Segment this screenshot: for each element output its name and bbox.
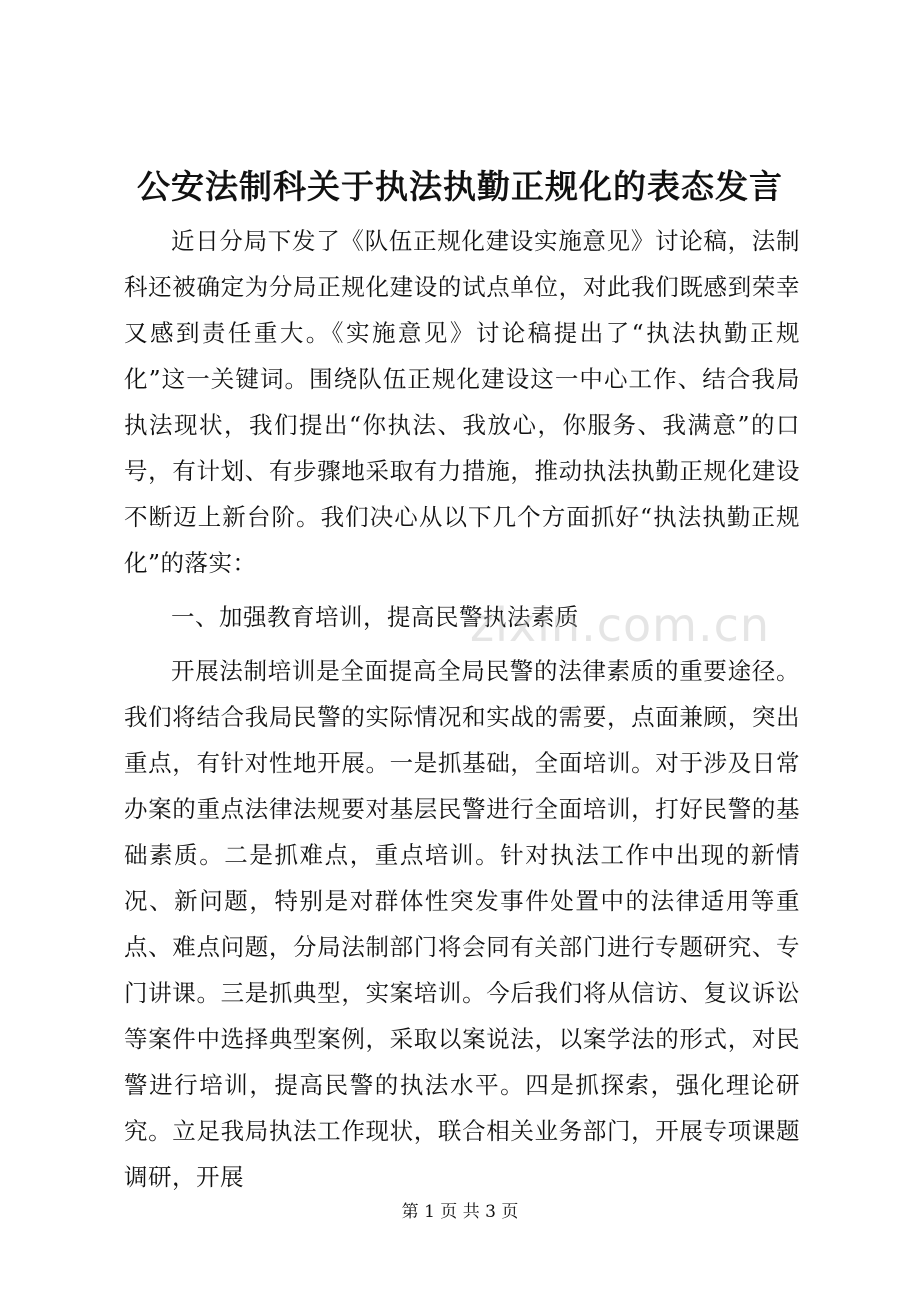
watermark-text: zixin.com.cn (470, 598, 771, 652)
paragraph-training: 开展法制培训是全面提高全局民警的法律素质的重要途径。我们将结合我局民警的实际情况和实战的需要，点面兼顾，突出重点，有针对性地开展。一是抓基础，全面培训。对于涉及日常办案的重点法律法规要对基层民警进行全面培训，打好民警的基础素质。二是抓难点，重点培训。针对执法工作中出现的新情况、新问题，特别是对群体性突发事件处置中的法律适用等重点、难点问题，分局法制部门将会同有关部门进行专题研究、专门讲课。三是抓典型，实案培训。今后我们将从信访、复议诉讼等案件中选择典型案例，采取以案说法，以案学法的形式，对民警进行培训，提高民警的执法水平。四是抓探索，强化理论研究。立足我局执法工作现状，联合相关业务部门，开展专项课题调研，开展 (124, 657, 800, 1191)
document-title: 公安法制科关于执法执勤正规化的表态发言 (137, 167, 783, 206)
page-footer: 第 1 页 共 3 页 (401, 1202, 519, 1222)
paragraph-intro: 近日分局下发了《队伍正规化建设实施意见》讨论稿，法制科还被确定为分局正规化建设的试点单位，对此我们既感到荣幸又感到责任重大。《实施意见》讨论稿提出了“执法执勤正规化”这一关键词。围绕队伍正规化建设这一中心工作、结合我局执法现状，我们提出“你执法、我放心，你服务、我满意”的口号，有计划、有步骤地采取有力措施，推动执法执勤正规化建设不断迈上新台阶。我们决心从以下几个方面抓好“执法执勤正规化”的落实： (124, 227, 800, 577)
document-body (124, 218, 800, 1208)
section-heading-1: 一、加强教育培训，提高民警执法素质 (171, 603, 579, 631)
